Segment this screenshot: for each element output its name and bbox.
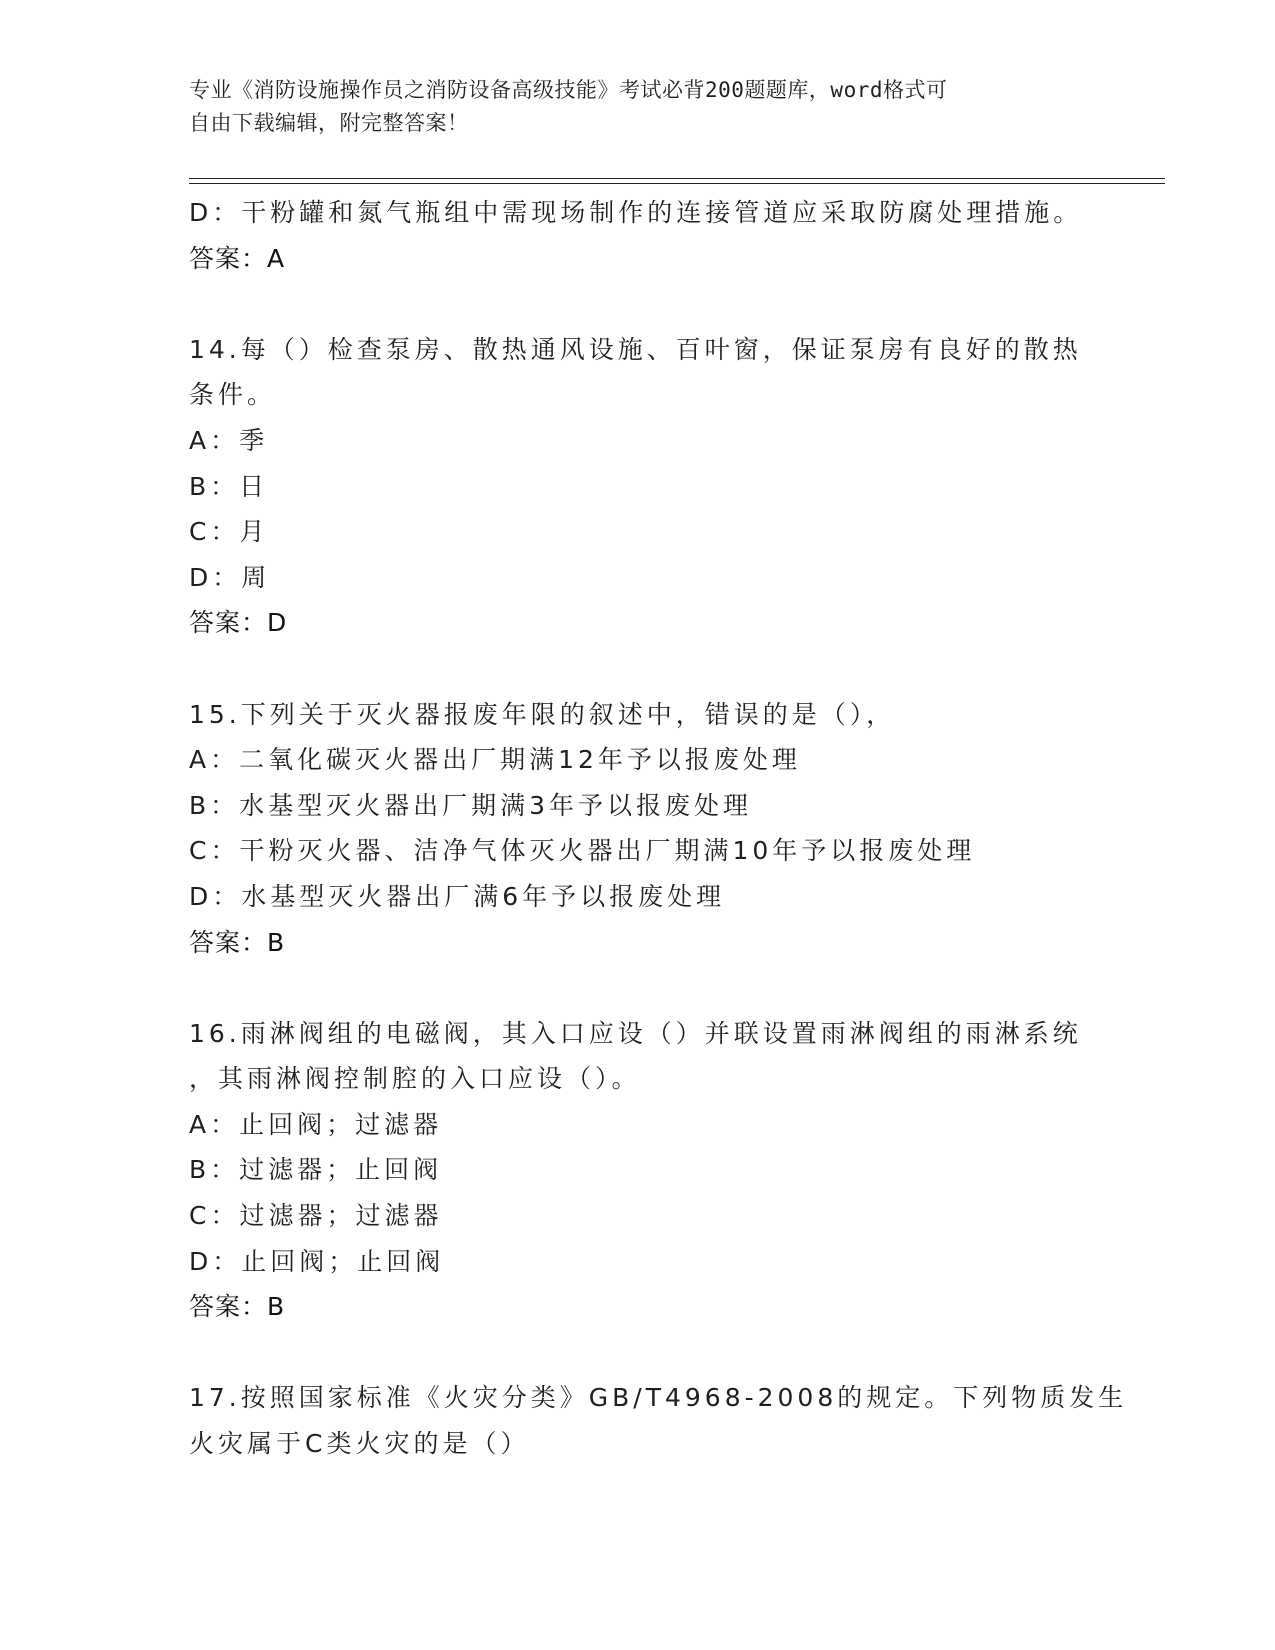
spacer: [189, 281, 1089, 327]
spacer: [189, 1330, 1089, 1376]
spacer: [189, 965, 1089, 1011]
spacer: [189, 646, 1089, 692]
option-a: A：季: [189, 425, 269, 455]
option-c: C：干粉灭火器、洁净气体灭火器出厂期满10年予以报废处理: [189, 836, 976, 866]
answer: 答案：A: [189, 243, 286, 273]
option-d: D：止回阀；止回阀: [189, 1246, 445, 1276]
option-b: B：水基型灭火器出厂期满3年予以报废处理: [189, 790, 753, 820]
question-stem-cont: ，其雨淋阀控制腔的入口应设（）。: [189, 1064, 641, 1094]
option-b: B：日: [189, 471, 269, 501]
question-stem-cont: 条件。: [189, 380, 277, 410]
header-title-line-1: 专业《消防设施操作员之消防设备高级技能》考试必背200题题库，word格式可: [189, 78, 948, 102]
question-stem: 15.下列关于灭火器报废年限的叙述中，错误的是（），: [189, 699, 896, 729]
option-d: D：干粉罐和氮气瓶组中需现场制作的连接管道应采取防腐处理措施。: [189, 198, 1083, 227]
option-b: B：过滤器；止回阀: [189, 1155, 443, 1185]
answer: 答案：B: [189, 927, 286, 957]
question-17: [189, 1375, 1128, 1466]
page-header: [189, 74, 1089, 140]
header-title-line-2: 自由下载编辑，附完整答案！: [189, 111, 469, 135]
option-d: D：周: [189, 562, 271, 592]
option-d: D：水基型灭火器出厂满6年予以报废处理: [189, 881, 726, 911]
option-c: C：月: [189, 517, 269, 547]
document-body: [189, 190, 1128, 1467]
question-16: [189, 1011, 1089, 1330]
header-divider: [189, 178, 1165, 184]
question-13-tail: [189, 190, 1089, 281]
answer: 答案：D: [189, 608, 288, 638]
option-a: A：止回阀；过滤器: [189, 1109, 443, 1139]
answer: 答案：B: [189, 1292, 286, 1322]
question-stem: 14.每（）检查泵房、散热通风设施、百叶窗，保证泵房有良好的散热: [189, 334, 1082, 364]
question-14: [189, 327, 1089, 646]
question-stem: 17.按照国家标准《火灾分类》GB/T4968-2008的规定。下列物质发生: [189, 1383, 1128, 1413]
option-c: C：过滤器；过滤器: [189, 1201, 443, 1231]
question-stem-cont: 火灾属于C类火灾的是（）: [189, 1429, 530, 1459]
option-a: A：二氧化碳灭火器出厂期满12年予以报废处理: [189, 745, 801, 775]
question-stem: 16.雨淋阀组的电磁阀，其入口应设（）并联设置雨淋阀组的雨淋系统: [189, 1018, 1082, 1048]
question-15: [189, 692, 1089, 966]
